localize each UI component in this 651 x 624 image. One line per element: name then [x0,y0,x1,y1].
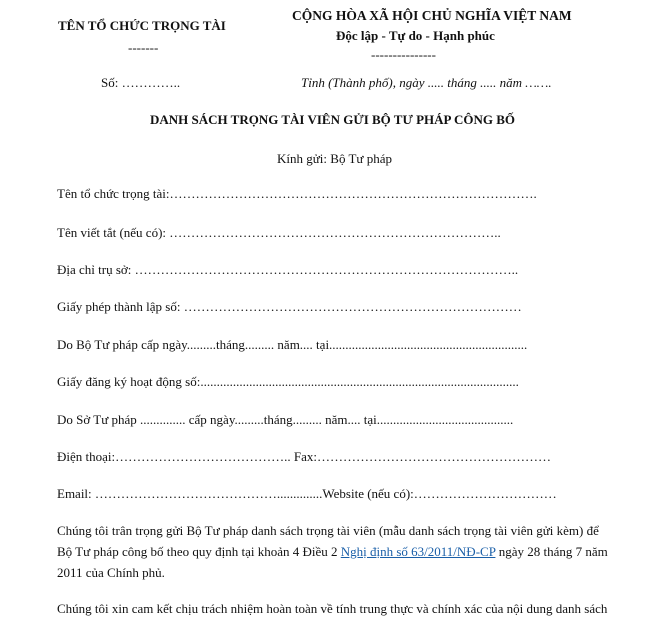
paragraph-submission-tail: ngày 28 tháng 7 năm 2011 của Chính phủ. [57,544,608,580]
org-separator: ------- [128,40,159,55]
document-number: Số: ………….. [101,75,181,90]
field-issued-by-ministry: Do Bộ Tư pháp cấp ngày.........tháng......... năm.... tại............................................................. [57,337,528,352]
field-org-name: Tên tổ chức trọng tài:…………………………………………………………………………. [57,186,537,201]
document-title: DANH SÁCH TRỌNG TÀI VIÊN GỬI BỘ TƯ PHÁP CÔNG BỐ [150,112,516,127]
field-address: Địa chỉ trụ sở: …………………………………………………………………………….. [57,262,519,277]
paragraph-commitment: Chúng tôi xin cam kết chịu trách nhiệm hoàn toàn về tính trung thực và chính xác của nội dung danh sách [57,601,608,616]
field-registration: Giấy đăng ký hoạt động số:.................................................................................................. [57,374,519,389]
field-issued-by-dept: Do Sở Tư pháp .............. cấp ngày.........tháng......... năm.... tại.......................................... [57,412,514,427]
place-date: Tỉnh (Thành phố), ngày ..... tháng ..... năm ……. [301,75,552,90]
org-name-heading: TÊN TỔ CHỨC TRỌNG TÀI [58,18,226,33]
country-heading: CỘNG HÒA XÃ HỘI CHỦ NGHĨA VIỆT NAM [292,8,572,23]
field-license: Giấy phép thành lập số: …………………………………………………………………… [57,299,522,314]
motto-separator: --------------- [371,47,436,62]
paragraph-submission-text: Chúng tôi trân trọng gửi Bộ Tư pháp danh sách trọng tài viên (mẫu danh sách trọng tài viên gửi kèm) để Bộ Tư pháp công bố theo quy định tại khoản 4 Điều 2 [57,523,599,559]
recipient-line: Kính gửi: Bộ Tư pháp [277,151,392,166]
field-short-name: Tên viết tắt (nếu có): ………………………………………………………………….. [57,225,501,240]
decree-link[interactable]: Nghị định số 63/2011/NĐ-CP [340,544,496,559]
paragraph-submission [57,520,617,583]
motto: Độc lập - Tự do - Hạnh phúc [336,28,495,43]
field-phone-fax: Điện thoại:………………………………….. Fax:……………………………………………… [57,449,551,464]
field-email-website: Email: ……………………………………..............Website (nếu có):…………………………… [57,486,557,501]
